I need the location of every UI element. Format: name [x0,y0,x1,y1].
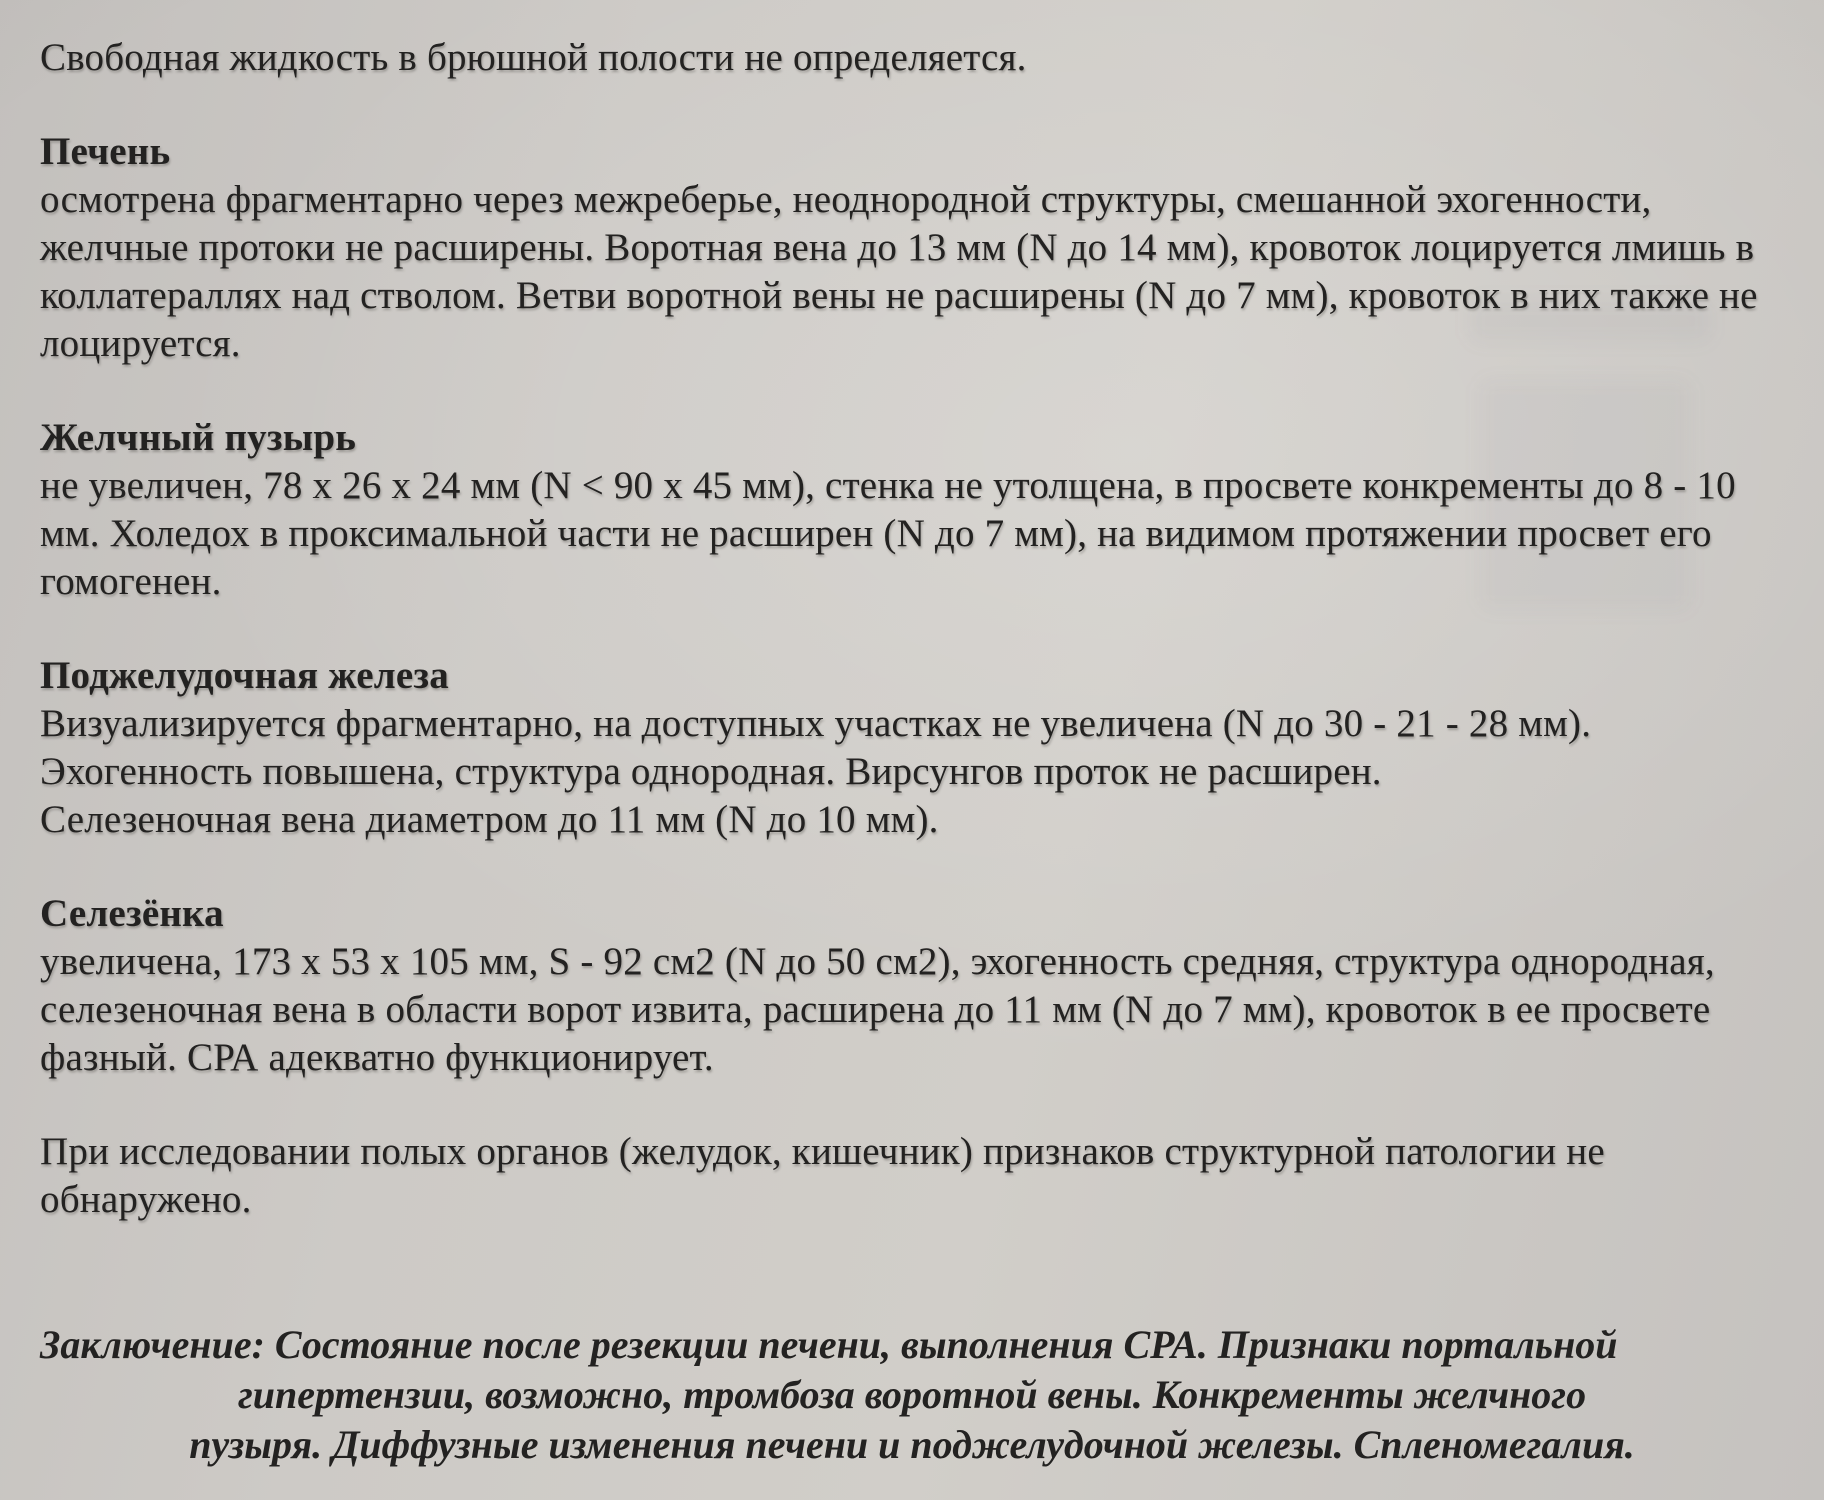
liver-heading: Печень [40,130,171,173]
conclusion-line-1-text: Состояние после резекции печени, выполнения СРА. Признаки портальной [274,1322,1618,1367]
section-pancreas [40,652,1784,844]
conclusion-label: Заключение: [40,1322,265,1367]
conclusion-line-3: пузыря. Диффузные изменения печени и поджелудочной железы. Спленомегалия. [189,1422,1635,1467]
conclusion-line-1 [40,1320,1784,1370]
pancreas-heading: Поджелудочная железа [40,654,449,697]
spleen-heading: Селезёнка [40,892,224,935]
hollow-organs-paragraph: При исследовании полых органов (желудок, кишечник) признаков структурной патологии не обнаружено. [40,1130,1605,1221]
conclusion-line-2: гипертензии, возможно, тромбоза воротной вены. Конкременты желчного [237,1372,1587,1417]
liver-text: осмотрена фрагментарно через межреберье, неоднородной структуры, смешанной эхогенности, желчные протоки не расширены. Воротная вена до 13 мм (N до 14 мм), кровоток лоцируется лмишь в коллатераллях над стволом. Ветви воротной вены не расширены (N до 7 мм), кровоток в них также не лоцируется. [40,178,1758,365]
spleen-text: увеличена, 173 х 53 х 105 мм, S - 92 см2 (N до 50 см2), эхогенность средняя, структура однородная, селезеночная вена в области ворот извита, расширена до 11 мм (N до 7 мм), кровоток в ее просвете фазный. СРА адекватно функционирует. [40,940,1715,1079]
pancreas-line: Эхогенность повышена, структура однородная. Вирсунгов проток не расширен. [40,750,1382,793]
free-fluid-line: Свободная жидкость в брюшной полости не определяется. [40,36,1027,79]
pancreas-line: Визуализируется фрагментарно, на доступных участках не увеличена (N до 30 - 21 - 28 мм). [40,702,1592,745]
gallbladder-heading: Желчный пузырь [40,416,357,459]
section-liver [40,128,1784,368]
gallbladder-text: не увеличен, 78 х 26 х 24 мм (N < 90 х 45 мм), стенка не утолщена, в просвете конкременты до 8 - 10 мм. Холедох в проксимальной части не расширен (N до 7 мм), на видимом протяжении просвет его гомогенен. [40,464,1736,603]
conclusion-block [40,1320,1784,1470]
pancreas-line: Селезеночная вена диаметром до 11 мм (N до 10 мм). [40,798,939,841]
section-gallbladder [40,414,1784,606]
section-spleen [40,890,1784,1082]
